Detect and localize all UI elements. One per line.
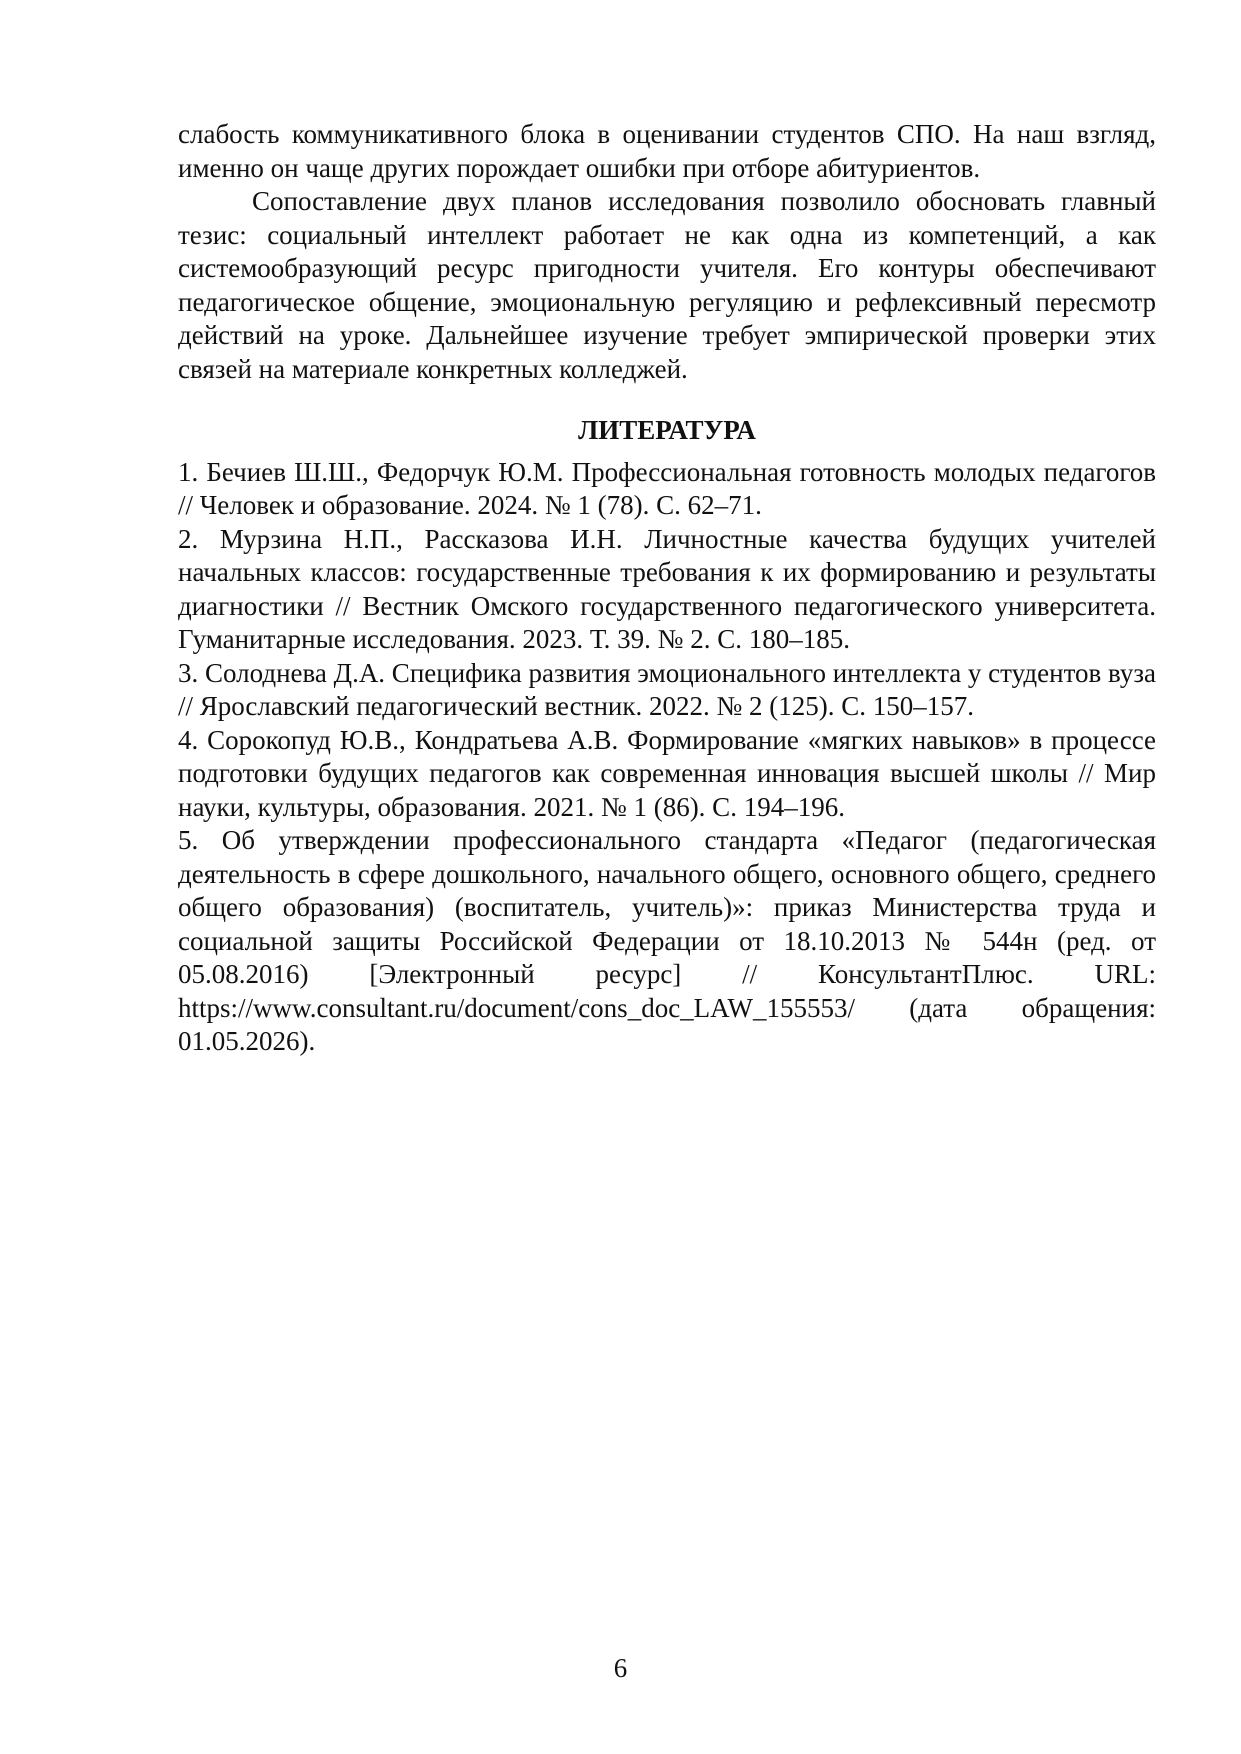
reference-item: 4. Сорокопуд Ю.В., Кондратьева А.В. Формирование «мягких навыков» в процессе подготовки будущих педагогов как современная инновация высшей школы // Мир науки, культуры, образования. 2021. № 1 (86). С. 194–196. <box>178 724 1156 822</box>
page-number: 6 <box>613 1653 628 1683</box>
reference-item: 1. Бечиев Ш.Ш., Федорчук Ю.М. Профессиональная готовность молодых педагогов // Человек и образование. 2024. № 1 (78). С. 62–71. <box>178 456 1156 520</box>
references-list <box>178 456 1156 1059</box>
body-paragraph: Сопоставление двух планов исследования позволило обосновать главный тезис: социальный интеллект работает не как одна из компетенций, а как системообразующий ресурс пригодности учителя. Его контуры обеспечивают педагогическое общение, эмоциональную регуляцию и рефлексивный пересмотр действий на уроке. Дальнейшее изучение требует эмпирической проверки этих связей на материале конкретных колледжей. <box>178 186 1156 384</box>
body-paragraph: слабость коммуникативного блока в оценивании студентов СПО. На наш взгляд, именно он чаще других порождает ошибки при отборе абитуриентов. <box>178 119 1156 183</box>
reference-item: 5. Об утверждении профессионального стандарта «Педагог (педагогическая деятельность в сфере дошкольного, начального общего, основного общего, среднего общего образования) (воспитатель, учитель)»: приказ Министерства труда и социальной защиты Российской Федерации от 18.10.2013 № 544н (ред. от 05.08.2016) [Электронный ресурс] // КонсультантПлюс. URL: https://www.consultant.ru/document/cons_doc_LAW_155553/ (дата обращения: 01.05.2026). <box>178 825 1156 1056</box>
document-body <box>178 118 1156 1059</box>
reference-item: 2. Мурзина Н.П., Рассказова И.Н. Личностные качества будущих учителей начальных классов: государственные требования к их формированию и результаты диагностики // Вестник Омского государственного педагогического университета. Гуманитарные исследования. 2023. Т. 39. № 2. С. 180–185. <box>178 523 1156 654</box>
reference-item: 3. Солоднева Д.А. Специфика развития эмоционального интеллекта у студентов вуза // Ярославский педагогический вестник. 2022. № 2 (125). С. 150–157. <box>178 657 1156 721</box>
references-heading: ЛИТЕРАТУРА <box>578 415 756 445</box>
